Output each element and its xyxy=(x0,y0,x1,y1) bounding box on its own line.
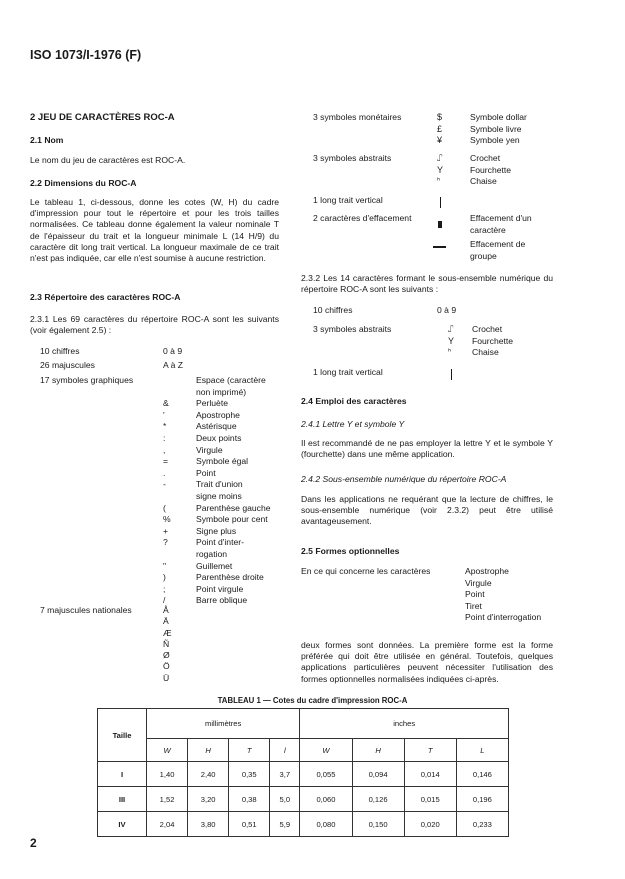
group-value-uppercase: A à Z xyxy=(163,360,184,370)
monetary-label: 3 symboles monétaires xyxy=(313,112,402,122)
long-vertical-bar-icon xyxy=(451,366,452,384)
section-2-4-1-title: 2.4.1 Lettre Y et symbole Y xyxy=(301,419,405,429)
graphic-name: Astérisque xyxy=(196,421,237,432)
table-cell: 0,055 xyxy=(300,762,352,787)
optional-char: Point d'interrogation xyxy=(465,612,542,623)
sub-digits-value: 0 à 9 xyxy=(437,305,457,315)
section-2-5-text: deux formes sont données. La première forme est la forme préférée qui doit être utilisée en général. Toutefois, quelques applications particulières peuvent nécessiter l'utilisation des formes optionnelles normalisées indiquées ci-après. xyxy=(301,640,553,684)
chair-icon: ᑋ xyxy=(437,176,440,187)
chair-icon: ᑋ xyxy=(448,347,451,358)
table-cell: 0,150 xyxy=(352,812,404,837)
graphic-symbol: ( xyxy=(163,502,166,513)
graphic-name: Apostrophe xyxy=(196,409,240,420)
table-cell: 0,196 xyxy=(456,787,508,812)
graphic-symbol: ? xyxy=(163,537,168,548)
monetary-names-column xyxy=(470,112,527,147)
monetary-symbols-column xyxy=(437,112,442,147)
table-cell: 3,7 xyxy=(270,762,300,787)
group-label-uppercase: 26 majuscules xyxy=(40,360,95,370)
graphic-name: non imprimé) xyxy=(196,386,247,397)
graphic-name: Symbole égal xyxy=(196,456,249,467)
table-cell: 0,015 xyxy=(404,787,456,812)
graphic-name: Deux points xyxy=(196,432,242,443)
graphic-symbol xyxy=(163,491,171,503)
graphic-name: Parenthèse droite xyxy=(196,572,264,583)
national-symbol: Ä xyxy=(163,616,169,627)
section-2-title: 2 JEU DE CARACTÈRES ROC-A xyxy=(30,112,175,123)
graphic-symbol: ) xyxy=(163,572,166,583)
monetary-symbol: £ xyxy=(437,123,443,134)
table-cell: 1,52 xyxy=(147,787,188,812)
erase-group-name-line2: groupe xyxy=(470,251,497,261)
erase-group-name-line1: Effacement de xyxy=(470,239,526,249)
table-row xyxy=(98,762,509,787)
col-header: T xyxy=(404,739,456,762)
monetary-symbol: ¥ xyxy=(437,135,443,146)
size-label: III xyxy=(98,787,147,812)
table-cell: 5,9 xyxy=(270,812,300,837)
graphic-names-column xyxy=(196,375,271,607)
national-symbol: Ñ xyxy=(163,638,170,649)
inches-header: inches xyxy=(300,709,509,739)
graphic-name: Signe plus xyxy=(196,525,237,536)
monetary-name: Symbole livre xyxy=(470,123,522,134)
graphic-name: Perluète xyxy=(196,398,229,409)
dimensions-table xyxy=(97,708,509,837)
graphic-name: Parenthèse gauche xyxy=(196,502,271,513)
abstract-symbols-column xyxy=(437,153,443,188)
monetary-name: Symbole yen xyxy=(470,135,520,146)
table-cell: 0,060 xyxy=(300,787,352,812)
graphic-symbol: / xyxy=(163,595,166,606)
section-2-1-text: Le nom du jeu de caractères est ROC-A. xyxy=(30,155,186,165)
millimetres-header: millimètres xyxy=(147,709,300,739)
graphic-symbol: - xyxy=(163,479,166,490)
section-2-4-2-title: 2.4.2 Sous-ensemble numérique du répertoire ROC-A xyxy=(301,474,507,484)
table-cell: 0,146 xyxy=(456,762,508,787)
optional-chars-list xyxy=(465,566,541,624)
sub-long-bar-label: 1 long trait vertical xyxy=(313,367,383,377)
graphic-name: signe moins xyxy=(196,490,242,501)
graphic-name: Espace (caractère xyxy=(196,375,266,385)
graphic-name: Symbole pour cent xyxy=(196,514,268,525)
fork-icon: Y xyxy=(437,164,444,175)
erase-label: 2 caractères d'effacement xyxy=(313,213,412,223)
document-title: ISO 1073/I-1976 (F) xyxy=(30,48,142,62)
abstract-name: Crochet xyxy=(472,324,503,334)
table-cell: 0,014 xyxy=(404,762,456,787)
size-label: IV xyxy=(98,812,147,837)
erase-char-name-line1: Effacement d'un xyxy=(470,213,532,223)
graphic-symbol: ; xyxy=(163,583,166,594)
graphic-name: Guillemet xyxy=(196,560,233,571)
section-2-4-1-text: Il est recommandé de ne pas employer la lettre Y et le symbole Y (fourchette) dans une même application. xyxy=(301,438,553,460)
monetary-symbol: $ xyxy=(437,112,443,122)
graphic-symbol xyxy=(163,549,171,561)
page-number: 2 xyxy=(30,836,37,850)
col-header: W xyxy=(300,739,352,762)
table-cell: 0,080 xyxy=(300,812,352,837)
table-cell: 5,0 xyxy=(270,787,300,812)
abstract-label: 3 symboles abstraits xyxy=(313,153,392,163)
section-2-4-2-text: Dans les applications ne requérant que la lecture de chiffres, le sous-ensemble numérique (voir 2.3.2) peut être utilisé avantageusement. xyxy=(301,494,553,527)
graphic-name: Point virgule xyxy=(196,583,244,594)
group-value-digits: 0 à 9 xyxy=(163,346,183,356)
graphic-symbols-column xyxy=(163,375,171,607)
graphic-name: rogation xyxy=(196,548,228,559)
graphic-symbol: . xyxy=(163,467,166,478)
table-cell: 0,51 xyxy=(229,812,270,837)
abstract-name: Fourchette xyxy=(470,164,512,175)
sub-abstract-names-column xyxy=(472,324,513,359)
graphic-name: Virgule xyxy=(196,444,223,455)
sub-digits-label: 10 chiffres xyxy=(313,305,353,315)
section-2-2-title: 2.2 Dimensions du ROC-A xyxy=(30,178,137,188)
long-vertical-bar-icon xyxy=(440,194,441,212)
table-cell: 1,40 xyxy=(147,762,188,787)
table-row xyxy=(98,787,509,812)
table-cell: 0,38 xyxy=(229,787,270,812)
graphic-symbol: & xyxy=(163,398,169,409)
group-label-graphic: 17 symboles graphiques xyxy=(40,375,134,385)
group-label-digits: 10 chiffres xyxy=(40,346,80,356)
optional-char: Point xyxy=(465,589,485,600)
graphic-symbol: ' xyxy=(163,409,165,420)
optional-char: Tiret xyxy=(465,600,482,611)
col-header: H xyxy=(352,739,404,762)
section-2-4-title: 2.4 Emploi des caractères xyxy=(301,396,407,406)
section-2-3-1-text: 2.3.1 Les 69 caractères du répertoire ROC-A sont les suivants (voir également 2.5) : xyxy=(30,314,279,336)
section-2-3-title: 2.3 Répertoire des caractères ROC-A xyxy=(30,292,181,302)
long-bar-label: 1 long trait vertical xyxy=(313,195,383,205)
graphic-name: Point d'inter- xyxy=(196,537,244,548)
graphic-name: Barre oblique xyxy=(196,595,248,606)
graphic-symbol: + xyxy=(163,525,169,536)
erase-char-name-line2: caractère xyxy=(470,225,506,235)
section-2-2-text: Le tableau 1, ci-dessous, donne les cotes (W, H) du cadre d'impression pour tout le répertoire et pour les trois tailles normalisées. Ce tableau donne également la valeur nominale T de l'épaisseur du trait et la longueur minimale L (14 H/9) du caractère dit long trait vertical. La longueur maximale de ce trait n'est pas indiquée, car elle n'est soumise à aucune restriction. xyxy=(30,197,279,264)
optional-char: Virgule xyxy=(465,577,492,588)
abstract-names-column xyxy=(470,153,511,188)
table-cell: 3,80 xyxy=(188,812,229,837)
table-cell: 0,35 xyxy=(229,762,270,787)
hook-icon: ⑀ xyxy=(437,153,443,163)
abstract-name: Chaise xyxy=(470,176,497,187)
erase-group-icon xyxy=(433,238,446,256)
national-symbol: Å xyxy=(163,605,169,615)
section-2-3-2-text: 2.3.2 Les 14 caractères formant le sous-ensemble numérique du répertoire ROC-A sont les suivants : xyxy=(301,273,553,295)
graphic-symbol: * xyxy=(163,421,167,432)
col-header: L xyxy=(456,739,508,762)
table-cell: 0,020 xyxy=(404,812,456,837)
abstract-name: Chaise xyxy=(472,347,499,358)
sub-abstract-symbols-column xyxy=(448,324,454,359)
section-2-1-title: 2.1 Nom xyxy=(30,135,64,145)
table-cell: 2,40 xyxy=(188,762,229,787)
col-header: T xyxy=(229,739,270,762)
table-cell: 3,20 xyxy=(188,787,229,812)
national-symbol: Ø xyxy=(163,650,170,661)
graphic-symbol xyxy=(163,375,171,387)
national-symbols-column xyxy=(163,605,172,684)
table-row xyxy=(98,812,509,837)
abstract-name: Crochet xyxy=(470,153,501,163)
national-symbol: Ö xyxy=(163,661,170,672)
sub-abstract-label: 3 symboles abstraits xyxy=(313,324,392,334)
graphic-symbol: , xyxy=(163,444,166,455)
graphic-name: Point xyxy=(196,467,216,478)
col-header: H xyxy=(188,739,229,762)
col-header: W xyxy=(147,739,188,762)
erase-char-icon xyxy=(438,216,442,234)
table-cell: 0,126 xyxy=(352,787,404,812)
national-label: 7 majuscules nationales xyxy=(40,605,132,615)
monetary-name: Symbole dollar xyxy=(470,112,527,122)
table-cell: 0,233 xyxy=(456,812,508,837)
graphic-symbol xyxy=(163,387,171,399)
national-symbol: Ü xyxy=(163,672,170,683)
hook-icon: ⑀ xyxy=(448,324,454,334)
national-symbol: Æ xyxy=(163,627,172,638)
graphic-symbol: " xyxy=(163,560,167,571)
graphic-symbol: = xyxy=(163,456,169,467)
optional-char: Apostrophe xyxy=(465,566,509,576)
table-cell: 0,094 xyxy=(352,762,404,787)
section-2-5-intro: En ce qui concerne les caractères xyxy=(301,566,431,576)
col-header: l xyxy=(270,739,300,762)
section-2-5-title: 2.5 Formes optionnelles xyxy=(301,546,400,556)
table-cell: 2,04 xyxy=(147,812,188,837)
size-label: I xyxy=(98,762,147,787)
fork-icon: Y xyxy=(448,335,455,346)
abstract-name: Fourchette xyxy=(472,335,514,346)
table-caption: TABLEAU 1 — Cotes du cadre d'impression ROC-A xyxy=(217,696,408,705)
taille-header: Taille xyxy=(98,709,147,762)
graphic-symbol: % xyxy=(163,514,171,525)
graphic-symbol: : xyxy=(163,432,166,443)
graphic-name: Trait d'union xyxy=(196,479,243,490)
